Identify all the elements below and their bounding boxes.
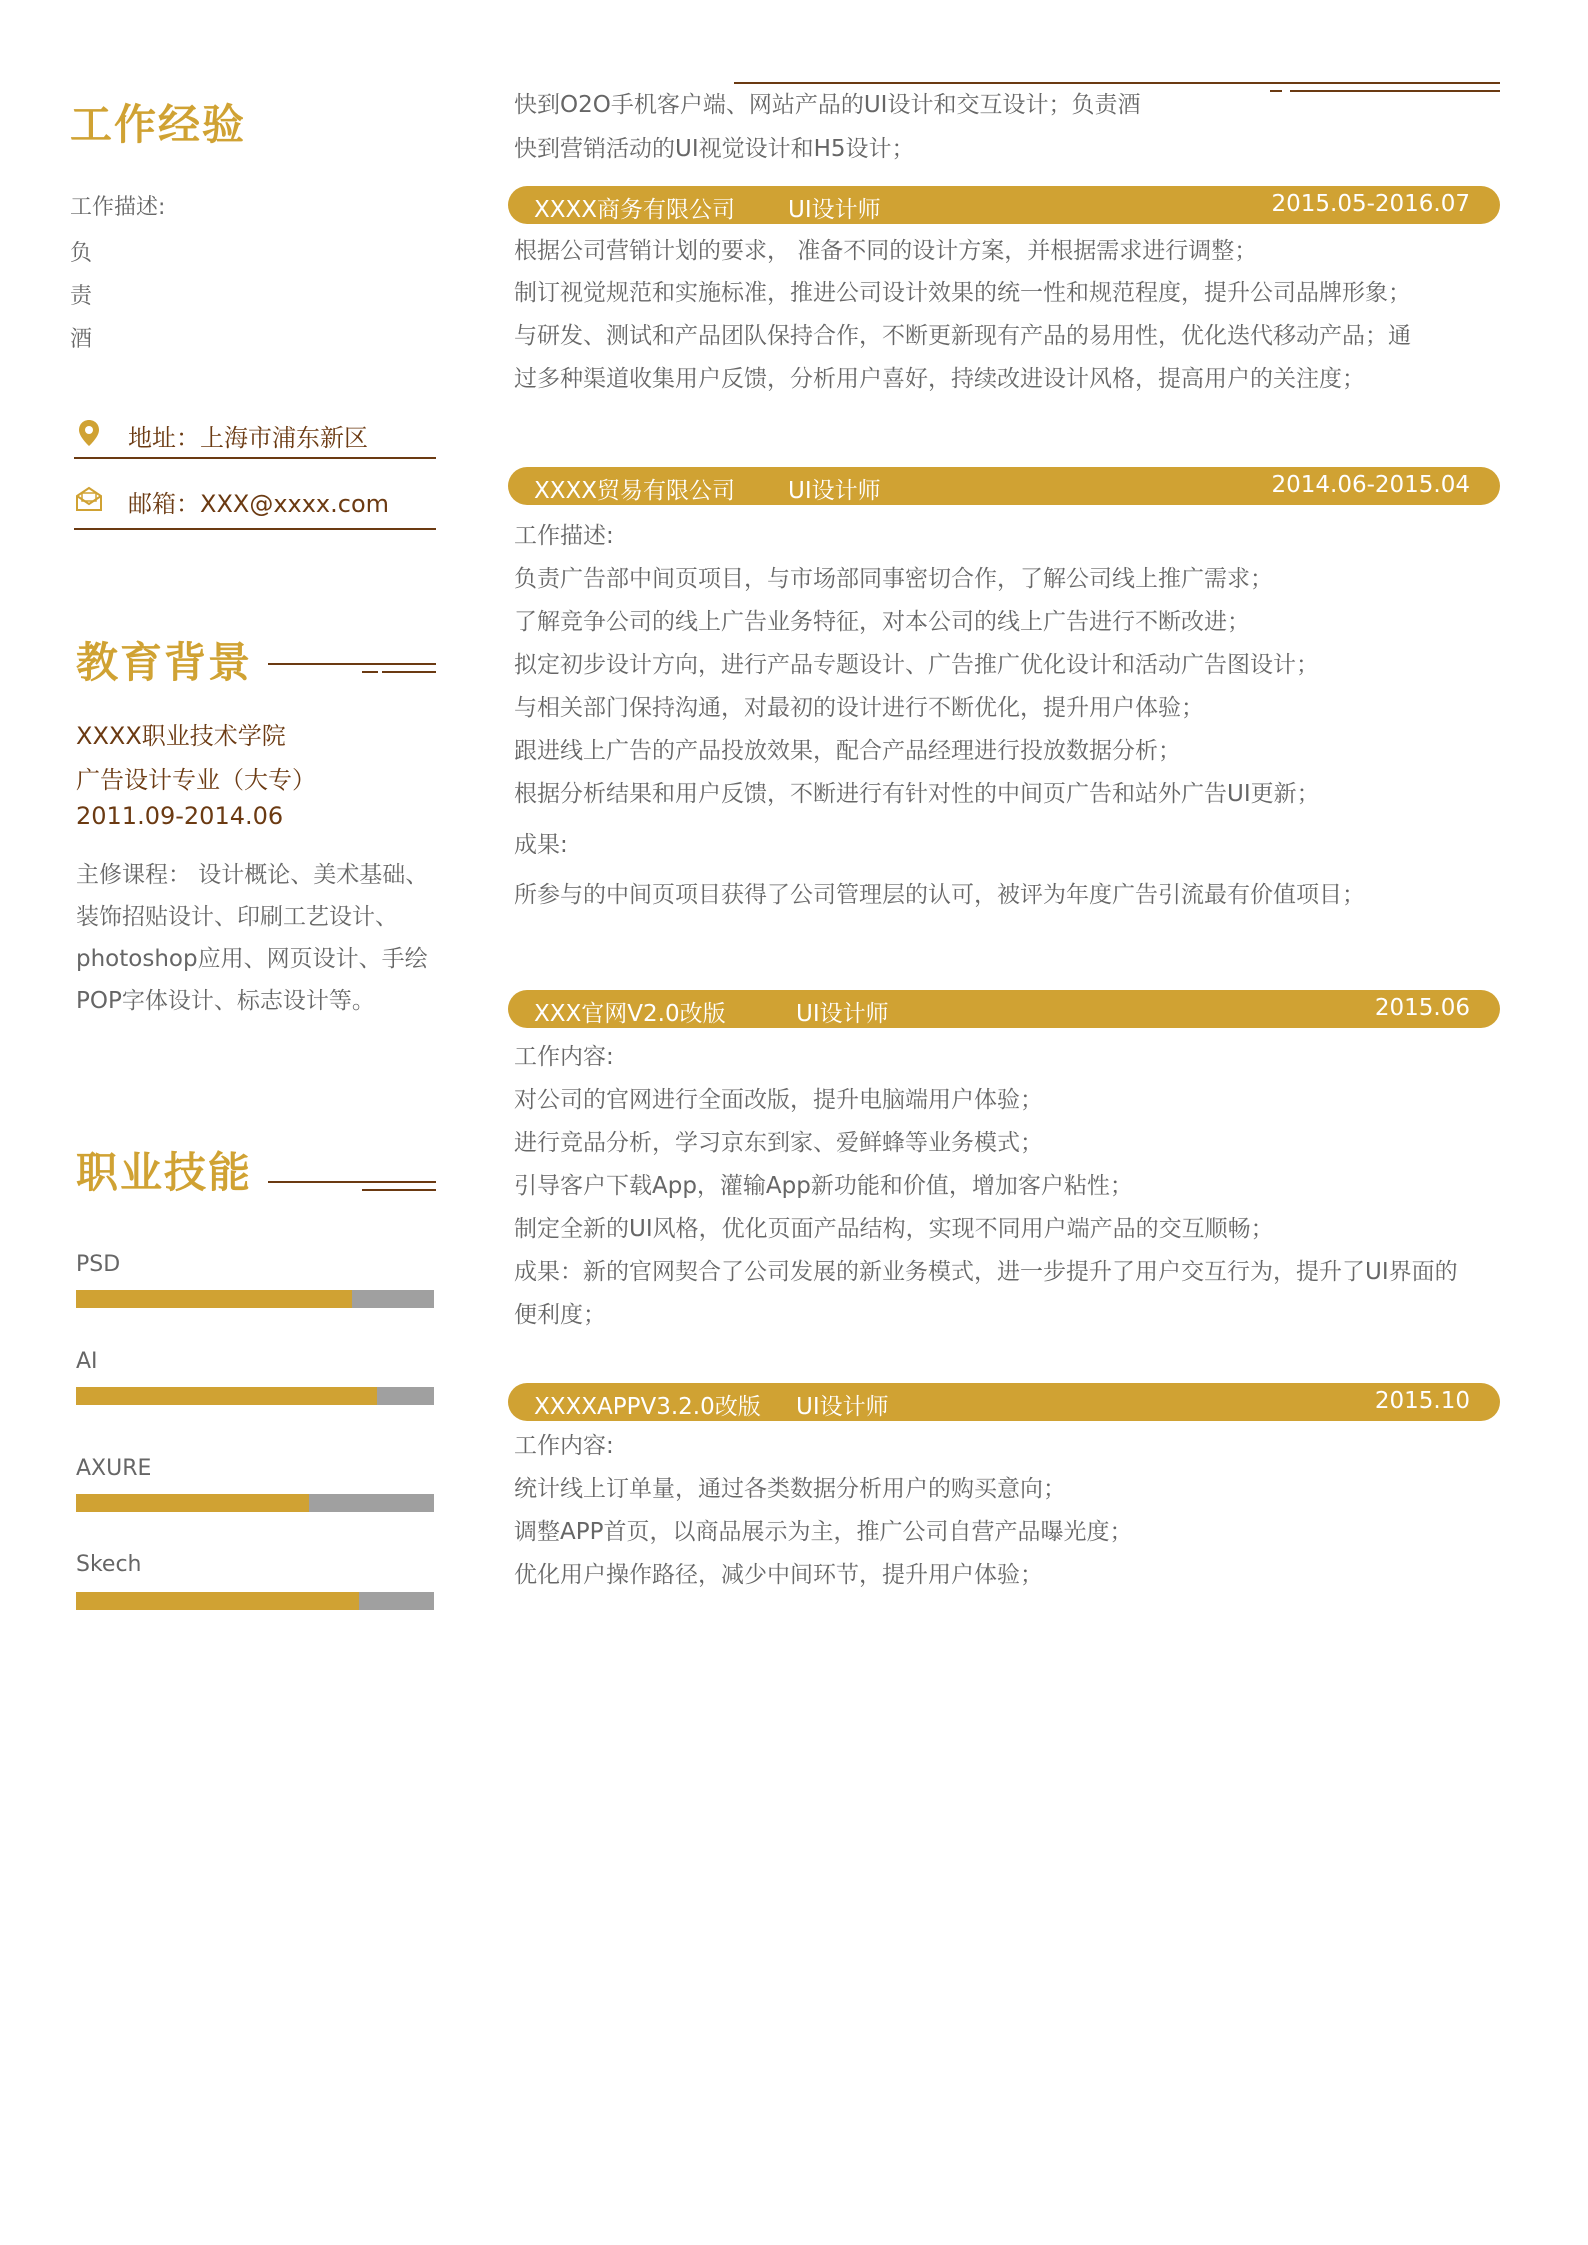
job-line: 统计线上订单量，通过各类数据分析用户的购买意向； — [514, 1476, 1066, 1502]
address-text: 地址：上海市浦东新区 — [128, 424, 368, 452]
skills-section-title: 职业技能 — [76, 1148, 253, 1197]
job-line: 根据分析结果和用户反馈，不断进行有针对性的中间页广告和站外广告UI更新； — [514, 781, 1320, 807]
job-line: 成果: — [514, 832, 568, 858]
job-company: XXXX贸易有限公司 — [534, 478, 736, 504]
job-line: 工作内容: — [514, 1433, 614, 1459]
skill-name: Skech — [76, 1552, 142, 1577]
job-role: UI设计师 — [788, 197, 881, 223]
job-header-bar — [508, 186, 1500, 224]
intro-line: 快到营销活动的UI视觉设计和H5设计； — [514, 136, 915, 162]
email-text: 邮箱：XXX@xxxx.com — [128, 490, 390, 518]
skill-bar — [76, 1387, 434, 1405]
job-line: 与研发、测试和产品团队保持合作，不断更新现有产品的易用性，优化迭代移动产品；通 — [514, 323, 1411, 349]
job-date: 2014.06-2015.04 — [1271, 472, 1470, 498]
top-rule — [734, 82, 1500, 84]
title-rule-accent — [362, 671, 378, 673]
job-line: 负责广告部中间页项目，与市场部同事密切合作，了解公司线上推广需求； — [514, 566, 1273, 592]
job-role: UI设计师 — [796, 1394, 889, 1420]
title-rule — [268, 663, 436, 665]
edu-major: 广告设计专业（大专） — [76, 766, 316, 794]
skill-bar — [76, 1290, 434, 1308]
skill-bar — [76, 1494, 434, 1512]
job-line: 引导客户下载App，灌输App新功能和价值，增加客户粘性； — [514, 1173, 1133, 1199]
work-char: 负 — [70, 241, 93, 266]
edu-courses-line: 主修课程： 设计概论、美术基础、 — [76, 862, 429, 888]
skill-bar-fill — [76, 1290, 352, 1308]
job-line: 进行竞品分析，学习京东到家、爱鲜蜂等业务模式； — [514, 1130, 1043, 1156]
job-line: 工作描述: — [514, 523, 614, 549]
job-date: 2015.05-2016.07 — [1271, 191, 1470, 217]
job-company: XXXXAPPV3.2.0改版 — [534, 1394, 761, 1420]
job-line: 制定全新的UI风格，优化页面产品结构，实现不同用户端产品的交互顺畅； — [514, 1216, 1274, 1242]
top-rule-accent — [1290, 90, 1500, 92]
skill-name: PSD — [76, 1252, 121, 1277]
location-pin-icon — [74, 418, 104, 448]
skill-name: AI — [76, 1349, 98, 1374]
job-line: 成果：新的官网契合了公司发展的新业务模式，进一步提升了用户交互行为，提升了UI界面的 — [514, 1259, 1458, 1285]
edu-courses-line: 装饰招贴设计、印刷工艺设计、 — [76, 904, 398, 930]
envelope-icon — [74, 484, 104, 514]
job-header-bar — [508, 467, 1500, 505]
title-rule — [268, 1181, 436, 1183]
skill-bar-fill — [76, 1494, 309, 1512]
job-line: 与相关部门保持沟通，对最初的设计进行不断优化，提升用户体验； — [514, 695, 1204, 721]
job-line: 过多种渠道收集用户反馈，分析用户喜好，持续改进设计风格，提高用户的关注度； — [514, 366, 1365, 392]
divider — [74, 528, 436, 530]
edu-school: XXXX职业技术学院 — [76, 722, 286, 750]
edu-period: 2011.09-2014.06 — [76, 802, 284, 830]
work-desc-label: 工作描述: — [70, 195, 166, 220]
work-char: 责 — [70, 284, 93, 309]
job-header-bar — [508, 1383, 1500, 1421]
job-date: 2015.10 — [1374, 1388, 1470, 1414]
skill-bar — [76, 1592, 434, 1610]
job-line: 工作内容: — [514, 1044, 614, 1070]
job-line: 了解竞争公司的线上广告业务特征，对本公司的线上广告进行不断改进； — [514, 609, 1250, 635]
job-line: 便利度； — [514, 1302, 606, 1328]
edu-courses-line: POP字体设计、标志设计等。 — [76, 988, 375, 1014]
edu-section-title: 教育背景 — [76, 638, 253, 687]
job-line: 对公司的官网进行全面改版，提升电脑端用户体验； — [514, 1087, 1043, 1113]
job-company: XXXX商务有限公司 — [534, 197, 736, 223]
job-line: 制订视觉规范和实施标准，推进公司设计效果的统一性和规范程度，提升公司品牌形象； — [514, 280, 1411, 306]
job-line: 调整APP首页，以商品展示为主，推广公司自营产品曝光度； — [514, 1519, 1133, 1545]
title-rule-accent — [382, 671, 436, 673]
edu-courses-line: photoshop应用、网页设计、手绘 — [76, 946, 428, 972]
work-char: 酒 — [70, 327, 93, 352]
job-line: 根据公司营销计划的要求， 准备不同的设计方案，并根据需求进行调整； — [514, 238, 1258, 264]
job-line: 优化用户操作路径，减少中间环节，提升用户体验； — [514, 1562, 1043, 1588]
work-section-title: 工作经验 — [70, 100, 247, 149]
skill-bar-fill — [76, 1592, 359, 1610]
job-line: 所参与的中间页项目获得了公司管理层的认可，被评为年度广告引流最有价值项目； — [514, 882, 1365, 908]
job-company: XXX官网V2.0改版 — [534, 1001, 726, 1027]
divider — [74, 457, 436, 459]
job-line: 拟定初步设计方向，进行产品专题设计、广告推广优化设计和活动广告图设计； — [514, 652, 1319, 678]
job-date: 2015.06 — [1374, 995, 1470, 1021]
skill-bar-fill — [76, 1387, 377, 1405]
skill-name: AXURE — [76, 1456, 152, 1481]
title-rule-accent — [362, 1189, 436, 1191]
intro-line: 快到O2O手机客户端、网站产品的UI设计和交互设计；负责酒 — [514, 92, 1141, 118]
top-rule-accent — [1270, 90, 1282, 92]
job-header-bar — [508, 990, 1500, 1028]
job-role: UI设计师 — [788, 478, 881, 504]
job-role: UI设计师 — [796, 1001, 889, 1027]
job-line: 跟进线上广告的产品投放效果，配合产品经理进行投放数据分析； — [514, 738, 1181, 764]
